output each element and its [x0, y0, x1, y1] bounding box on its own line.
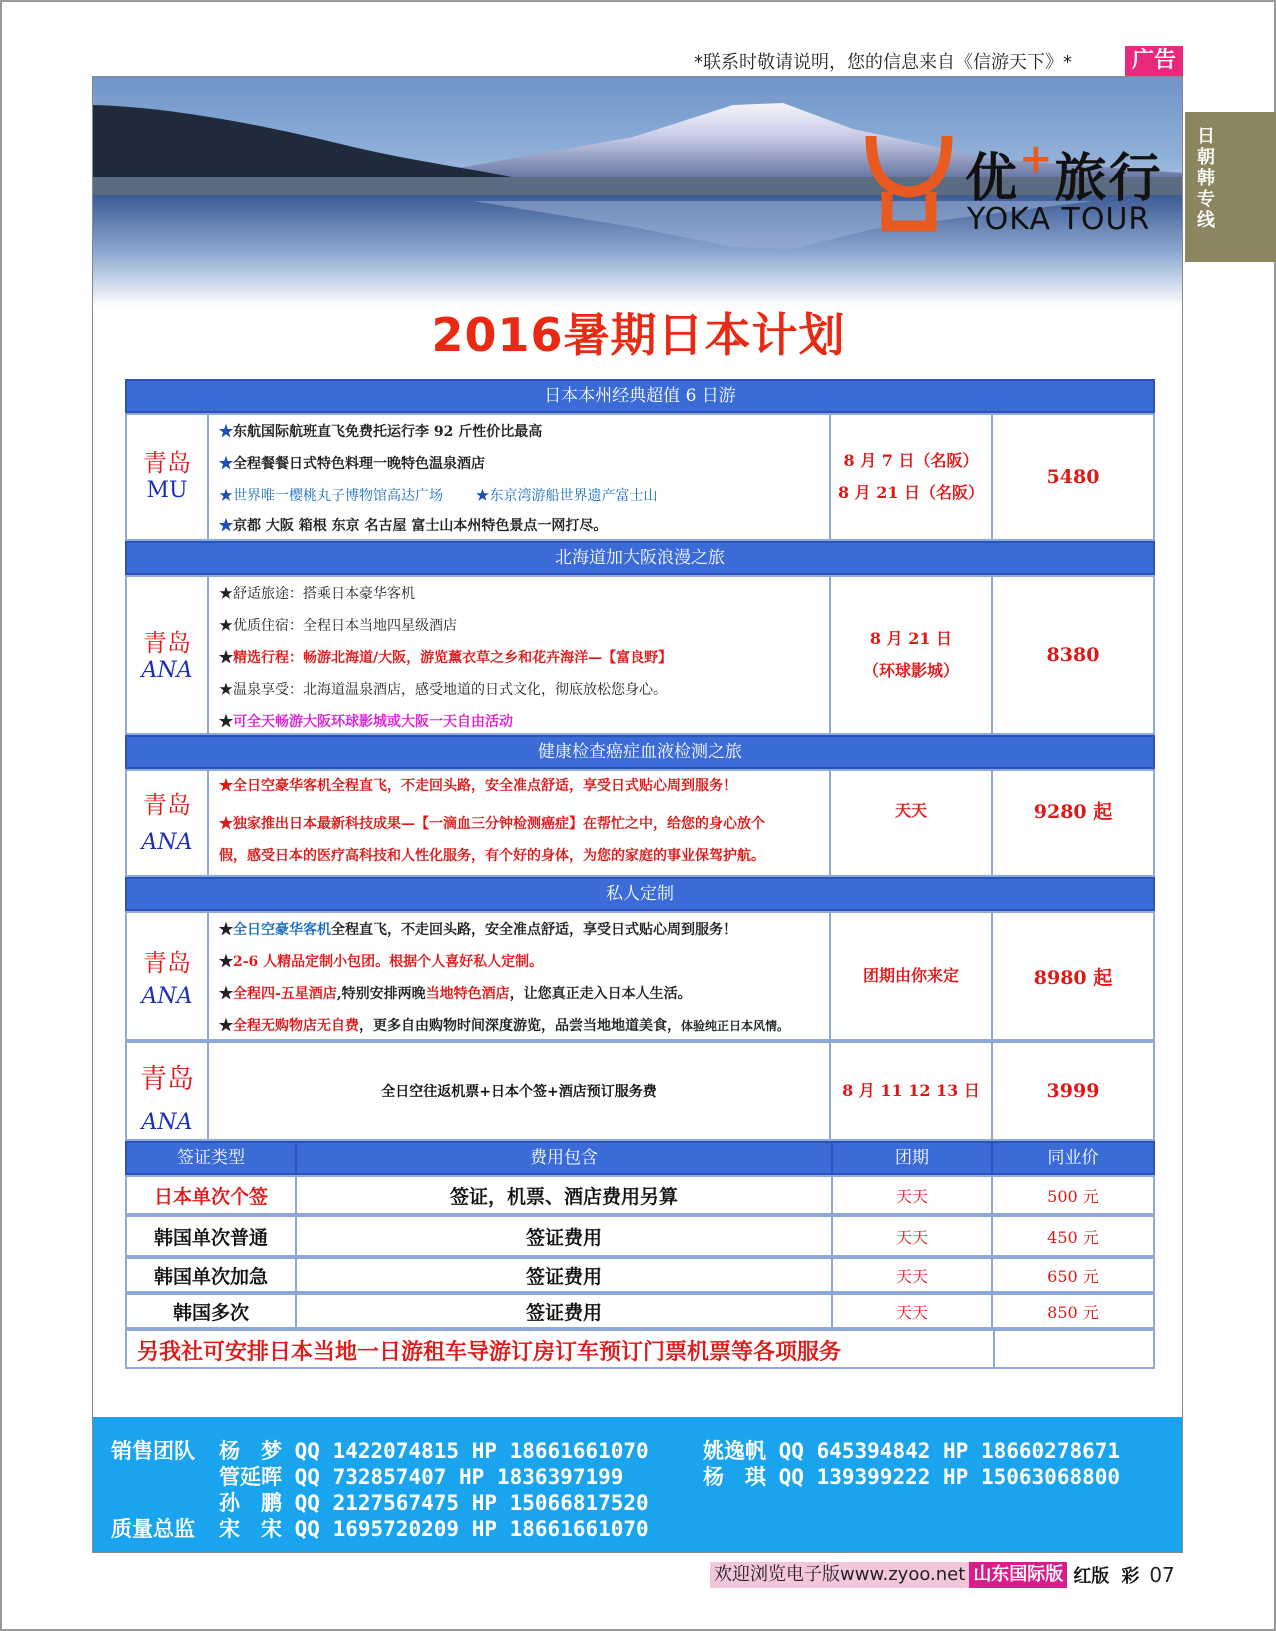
- visa-type: 韩国单次普通: [127, 1217, 297, 1255]
- section-header: 日本本州经典超值 6 日游: [125, 379, 1155, 413]
- itinerary-line: ★京都 大阪 箱根 东京 名古屋 富士山本州特色景点一网打尽。: [219, 518, 608, 534]
- contact-entry: 杨 琪 QQ 139399222 HP 15063068800: [703, 1465, 1121, 1489]
- source-notice: *联系时敬请说明，您的信息来自《信游天下》*: [694, 52, 1072, 73]
- section-header: 健康检查癌症血液检测之旅: [125, 735, 1155, 769]
- departure-cell: [127, 415, 209, 539]
- date-cell: [831, 577, 993, 733]
- page-title: 2016暑期日本计划: [431, 308, 846, 362]
- itinerary-cell: [209, 771, 831, 875]
- itinerary-line: ★温泉享受：北海道温泉酒店，感受地道的日式文化，彻底放松您身心。: [219, 682, 667, 698]
- tour-row: [125, 1041, 1155, 1141]
- color-mark: 彩: [1121, 1566, 1140, 1587]
- visa-price: 650 元: [1047, 1266, 1099, 1286]
- itinerary-line: ★精选行程：畅游北海道/大阪，游览薰衣草之乡和花卉海洋—【富良野】: [219, 650, 673, 666]
- visa-row: [125, 1175, 1155, 1215]
- visa-type: 日本单次个签: [127, 1177, 297, 1213]
- visa-fee: 签证费用: [297, 1259, 833, 1291]
- ad-badge: 广告: [1125, 46, 1183, 76]
- itinerary-cell: [209, 577, 831, 733]
- itinerary-line: ★可全天畅游大阪环球影城或大阪一天自由活动: [219, 714, 513, 730]
- footer: [710, 1562, 1175, 1588]
- contact-entry: 管延晖 QQ 732857407 HP 18363971​99: [219, 1465, 624, 1489]
- website-link[interactable]: 欢迎浏览电子版www.zyoo.net: [710, 1562, 969, 1588]
- visa-col-price: 同业价: [1047, 1148, 1099, 1168]
- itinerary-line: ★优质住宿：全程日本当地四星级酒店: [219, 618, 457, 634]
- departure-city: 青岛: [143, 449, 191, 477]
- contact-entry: 孙 鹏 QQ 2127567475 HP 15066817520: [219, 1491, 649, 1515]
- departure-city: 青岛: [140, 1064, 194, 1095]
- tour-row: [125, 575, 1155, 735]
- visa-fee: 签证费用: [297, 1295, 833, 1327]
- price: 5480: [1046, 466, 1100, 488]
- visa-period: 天天: [833, 1259, 993, 1291]
- section-header: 私人定制: [125, 877, 1155, 911]
- side-tab: [1185, 112, 1276, 262]
- ad-panel: [92, 76, 1183, 1553]
- services-note: 另我社可安排日本当地一日游租车导游订房订车预订门票机票等各项服务: [137, 1339, 842, 1365]
- tour-row: [125, 911, 1155, 1041]
- date-cell: [831, 1043, 993, 1139]
- page-number: 07: [1149, 1563, 1175, 1587]
- departure-date: 天天: [894, 801, 927, 820]
- brand-name-en: YOKA TOUR: [967, 202, 1151, 237]
- departure-date: 8 月 11 12 13 日: [842, 1081, 980, 1100]
- brand-logo: [865, 132, 1165, 242]
- departure-date: 8 月 7 日（名阪）: [843, 451, 979, 470]
- airline-code: ANA: [141, 830, 193, 855]
- price: 8380: [1046, 644, 1100, 666]
- itinerary-cell: [209, 1043, 831, 1139]
- date-cell: [831, 771, 993, 875]
- contact-entry: 宋 宋 QQ 1695720209 HP 18661661070: [219, 1517, 649, 1541]
- visa-row: [125, 1257, 1155, 1293]
- services-note-row: [125, 1329, 1155, 1369]
- visa-price: 450 元: [1047, 1227, 1099, 1247]
- edition-badge: 山东国际版: [969, 1562, 1067, 1588]
- visa-type: 韩国多次: [127, 1295, 297, 1327]
- contact-entry: 姚逸帆 QQ 645394842 HP 18660278671: [703, 1439, 1121, 1463]
- itinerary-line: ★舒适旅途：搭乘日本豪华客机: [219, 586, 415, 602]
- visa-row: [125, 1215, 1155, 1257]
- visa-header-row: [125, 1141, 1155, 1175]
- date-cell: [831, 415, 993, 539]
- departure-cell: [127, 771, 209, 875]
- visa-col-type: 签证类型: [127, 1143, 297, 1173]
- visa-row: [125, 1293, 1155, 1329]
- sales-team-label: 销售团队: [111, 1439, 195, 1463]
- airline-code: ANA: [141, 1110, 193, 1135]
- contact-entry: 杨 梦 QQ 1422074815 HP 18661661070: [219, 1439, 649, 1463]
- itinerary-line: 假，感受日本的医疗高科技和人性化服务，有个好的身体，为您的家庭的事业保驾护航。: [219, 848, 765, 864]
- departure-cell: [127, 577, 209, 733]
- visa-period: 天天: [833, 1177, 993, 1213]
- visa-price: 500 元: [1047, 1186, 1099, 1206]
- departure-city: 青岛: [143, 629, 191, 657]
- visa-period: 天天: [833, 1295, 993, 1327]
- departure-date: （环球影城）: [862, 661, 959, 680]
- departure-date: 8 月 21 日: [869, 629, 953, 648]
- banner-image: [93, 77, 1183, 307]
- price: 9280 起: [1033, 801, 1113, 823]
- departure-city: 青岛: [143, 791, 191, 819]
- departure-cell: [127, 1043, 209, 1139]
- itinerary-line: 全日空往返机票+日本个签+酒店预订服务费: [381, 1084, 657, 1100]
- date-cell: [831, 913, 993, 1039]
- visa-fee: 签证费用: [297, 1217, 833, 1255]
- departure-city: 青岛: [143, 949, 191, 977]
- tour-row: [125, 769, 1155, 877]
- departure-date: 8 月 21 日（名阪）: [837, 483, 985, 502]
- airline-code: ANA: [141, 658, 193, 683]
- airline-code: ANA: [141, 984, 193, 1009]
- itinerary-line: ★全日空豪华客机全程直飞，不走回头路，安全准点舒适，享受日式贴心周到服务！: [219, 922, 737, 938]
- brand-name-cn: 优+旅行: [965, 136, 1163, 209]
- departure-date: 团期由你来定: [862, 966, 959, 985]
- airline-code: MU: [146, 478, 188, 503]
- visa-fee: 签证，机票、酒店费用另算: [297, 1177, 833, 1213]
- visa-price: 850 元: [1047, 1302, 1099, 1322]
- section-header: 北海道加大阪浪漫之旅: [125, 541, 1155, 575]
- itinerary-line: ★2-6 人精品定制小包团。根据个人喜好私人定制。: [219, 954, 544, 970]
- price: 3999: [1046, 1080, 1100, 1102]
- itinerary-line: ★全日空豪华客机全程直飞，不走回头路，安全准点舒适，享受日式贴心周到服务！: [219, 778, 737, 794]
- departure-cell: [127, 913, 209, 1039]
- visa-type: 韩国单次加急: [127, 1259, 297, 1291]
- itinerary-line: ★东航国际航班直飞免费托运行李 92 斤性价比最高: [219, 424, 543, 440]
- visa-col-period: 团期: [833, 1143, 993, 1173]
- side-tab-label: 日朝韩专线: [1197, 126, 1215, 231]
- tour-row: [125, 413, 1155, 541]
- itinerary-cell: [209, 415, 831, 539]
- note-divider: [993, 1331, 995, 1367]
- visa-col-fee: 费用包含: [297, 1143, 833, 1173]
- visa-period: 天天: [833, 1217, 993, 1255]
- contact-band: [93, 1417, 1183, 1553]
- qc-director-label: 质量总监: [111, 1517, 195, 1541]
- red-edition: 红版: [1073, 1566, 1110, 1587]
- itinerary-line: ★全程餐餐日式特色料理一晚特色温泉酒店: [219, 456, 485, 472]
- itinerary-line: ★独家推出日本最新科技成果—【一滴血三分钟检测癌症】在帮忙之中，给您的身心放个: [219, 816, 765, 832]
- itinerary-line: ★全程四-五星酒店,特别安排两晚当地特色酒店，让您真正走入日本人生活。: [219, 986, 692, 1002]
- itinerary-cell: [209, 913, 831, 1039]
- price: 8980 起: [1033, 966, 1113, 989]
- itinerary-line: ★全程无购物店无自费，更多自由购物时间深度游览，品尝当地地道美食，体验纯正日本风情。: [219, 1018, 790, 1034]
- bull-horns-icon: [865, 132, 955, 236]
- itinerary-line: ★世界唯一樱桃丸子博物馆高达广场 ★东京湾游船世界遗产富士山: [219, 488, 658, 504]
